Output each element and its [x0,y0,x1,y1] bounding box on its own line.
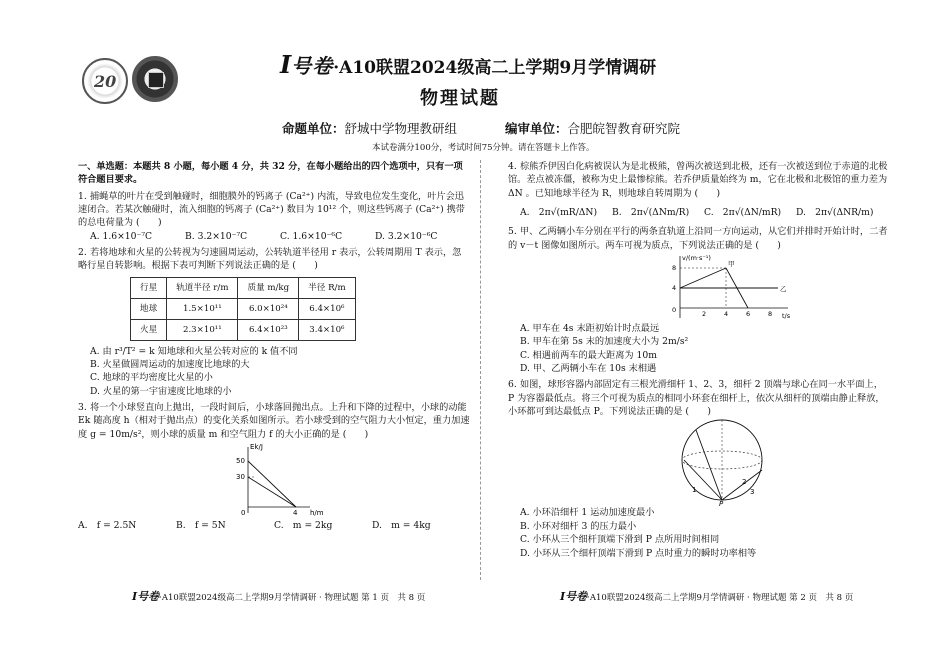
tick-label: 8 [768,310,773,319]
tick-label: 0 [672,306,677,315]
question-2-option-d: D. 火星的第一宇宙速度比地球的小 [90,385,232,397]
exam-title: I号卷·A10联盟2024级高二上学期9月学情调研 [280,50,657,79]
table-row: 火星 2.3×10¹¹ 6.4×10²³ 3.4×10⁶ [131,319,356,340]
rod-label: 3 [750,488,755,497]
y-axis-label: v/(m·s⁻¹) [682,254,711,263]
y-axis-label: Ek/J [250,443,263,452]
tick-label: 4 [672,284,677,293]
question-2-option-a: A. 由 r³/T² = k 知地球和火星公转对应的 k 值不同 [90,345,298,357]
tick-label: 6 [746,310,751,319]
tick-label: 8 [672,264,677,273]
footer-left: I号卷·A10联盟2024级高二上学期9月学情调研 · 物理试题 第 1 页 共 8 页 [132,590,426,603]
question-5-option-b: B. 甲车在第 5s 末的加速度大小为 2m/s² [520,336,689,348]
rod-label: 1 [692,486,697,495]
exam-note: 本试卷满分100分，考试时间75分钟。请在答题卡上作答。 [372,143,595,153]
rod-1 [696,430,722,500]
tick-label: 30 [236,473,245,482]
question-2-option-b: B. 火星做圆周运动的加速度比地球的大 [90,359,250,371]
table-row: 地球 1.5×10¹¹ 6.0×10²⁴ 6.4×10⁶ [131,298,356,319]
school-seal-logo: 20 [82,58,128,104]
table-header-row: 行星 轨道半径 r/m 质量 m/kg 半径 R/m [131,277,356,298]
wanzhi-education-logo [132,56,178,102]
tick-label: 50 [236,457,245,466]
x-axis-label: h/m [310,509,324,518]
vt-graph [660,252,800,322]
question-5-option-a: A. 甲车在 4s 末距初始计时点最远 [520,323,660,335]
column-divider [480,160,481,580]
series-label-jia: 甲 [728,260,735,269]
question-1: 1. 捕蝇草的叶片在受到触碰时，细胞膜外的钙离子 (Ca²⁺) 内流，导致电位发生变化，叶片会迅速闭合。若某次触碰时，流入细胞的钙离子 (Ca²⁺) 数目为 10¹² 个，则这些钙离子 (Ca²⁺) 携带的总电荷量为 ( ) [78,190,465,229]
question-1-options: A. 1.6×10⁻⁷C B. 3.2×10⁻⁷C C. 1.6×10⁻⁶C D. 3.2×10⁻⁶C [90,230,438,242]
section-heading: 一、单选题：本题共 8 小题，每小题 4 分，共 32 分，在每小题给出的四个选项中，只有一项符合题目要求。 [78,161,463,186]
rod-label: 2 [742,478,747,487]
question-4-options: A. 2π√(mR/ΔN) B. 2π√(ΔNm/R) C. 2π√(ΔN/mR) D. 2π√(ΔNR/m) [520,207,874,219]
question-6-option-d: D. 小环从三个细杆顶端下滑到 P 点时重力的瞬时功率相等 [520,547,757,559]
tick-label: 2 [702,310,707,319]
ek-down-line [248,477,296,507]
left-column [78,160,470,533]
question-3: 3. 将一个小球竖直向上抛出，一段时间后，小球落回抛出点。上升和下降的过程中，小球的动能 Ek 随高度 h（相对于抛出点）的变化关系如图所示。若小球受到的空气阻力大小恒定，重力加速度 g = 10m/s²，则小球的质量 m 和空气阻力 f 的大小正确的是 ( ) [78,402,470,440]
tick-label: 4 [724,310,729,319]
tick-label: 4 [293,509,298,518]
question-5-option-c: C. 相遇前两车的最大距离为 10m [520,349,657,361]
question-4: 4. 棕熊乔伊因白化病被误认为是北极熊，曾两次被送到北极，还有一次被送到位于赤道的北极馆。差点被冻僵，被称为史上最惨棕熊。若乔伊质量始终为 m，它在北极和北极馆的重力差为 ΔN 。已知地球半径为 R，则地球自转周期为 ( ) [508,161,888,199]
question-2-option-c: C. 地球的平均密度比火星的小 [90,372,213,384]
sphere-diagram [668,418,778,506]
question-2: 2. 若将地球和火星的公转视为匀速圆周运动，公转轨道半径用 r 表示，公转周期用 T 表示，忽略行星自转影响。根据下表可判断下列说法正确的是 ( ) [78,247,462,272]
ek-h-graph [228,441,348,519]
exam-meta: 命题单位：舒城中学物理教研组 编审单位：合肥皖智教育研究院 [282,121,681,136]
question-5-option-d: D. 甲、乙两辆小车在 10s 末相遇 [520,363,657,375]
jia-rise-line [680,268,726,288]
question-6-option-a: A. 小环沿细杆 1 运动加速度最小 [520,507,655,519]
right-column [508,160,888,560]
x-axis-label: t/s [782,312,791,321]
question-3-options: A. f = 2.5N B. f = 5N C. m = 2kg D. m = 4kg [78,520,431,532]
question-6-option-c: C. 小环从三个细杆顶端下滑到 P 点所用时间相同 [520,534,720,546]
rod-2 [684,460,722,500]
footer-right: I号卷·A10联盟2024级高二上学期9月学情调研 · 物理试题 第 2 页 共 8 页 [560,590,854,603]
question-5: 5. 甲、乙两辆小车分别在平行的两条直轨道上沿同一方向运动，从它们并排时开始计时，二者的 v－t 图像如图所示。两车可视为质点，下列说法正确的是 ( ) [508,226,888,251]
ek-up-line [248,461,296,507]
question-6-option-b: B. 小环对细杆 3 的压力最小 [520,520,637,532]
planet-table [130,277,356,341]
series-label-yi: 乙 [780,285,787,294]
point-p-label: P [719,500,724,507]
question-6: 6. 如图，球形容器内部固定有三根光滑细杆 1、2、3，细杆 2 顶端与球心在同一水平面上，P 为容器最低点。将三个可视为质点的相同小环套在细杆上，依次从细杆的顶端由静止释放，小环都可到达最低点 P。下列说法正确的是 ( ) [508,379,885,418]
tick-label: 0 [241,509,246,518]
subject-title: 物理试题 [420,88,500,109]
